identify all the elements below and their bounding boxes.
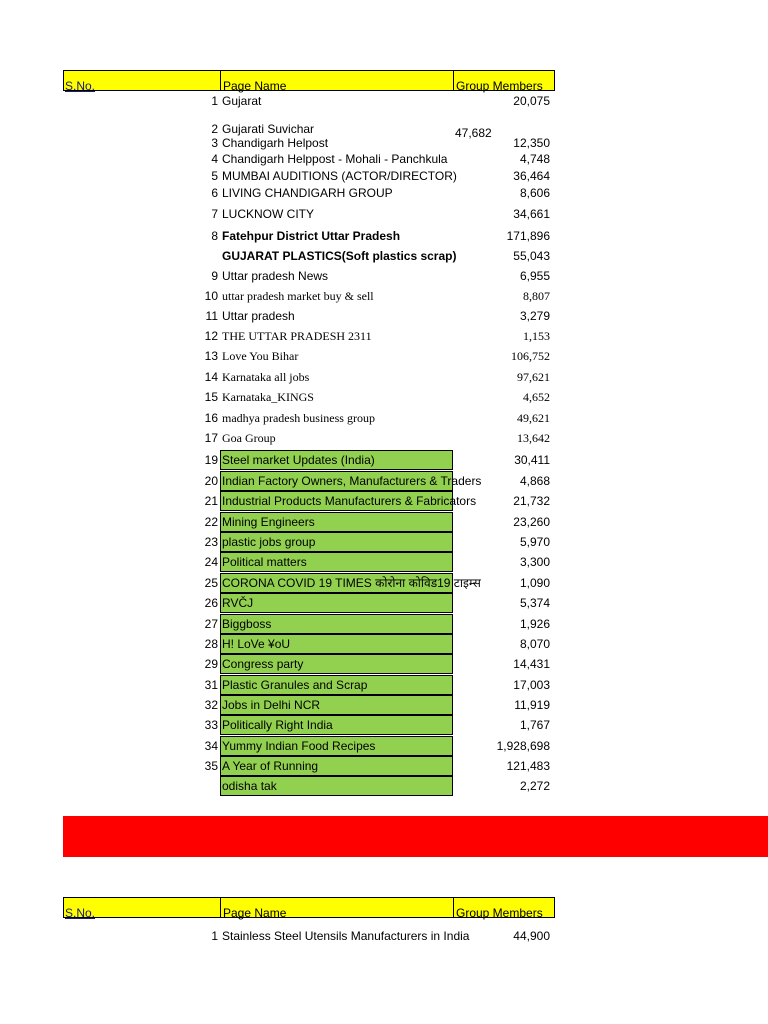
header-divider [453, 898, 454, 917]
page-name-cell: A Year of Running [222, 759, 319, 773]
page-name-cell: Jobs in Delhi NCR [222, 698, 321, 712]
row-number: 20 [204, 474, 218, 488]
page-name-cell: Karnataka all jobs [222, 370, 310, 384]
header-divider [453, 71, 454, 90]
page-name-cell: odisha tak [222, 779, 277, 793]
table-row [0, 573, 768, 591]
page-name-cell: Goa Group [222, 431, 276, 445]
table-row [0, 634, 768, 652]
table-row [0, 776, 768, 794]
header-divider [220, 898, 221, 917]
page-name-cell: Yummy Indian Food Recipes [222, 739, 376, 753]
header-page-name: Page Name [223, 906, 287, 920]
group-members-cell: 3,300 [519, 555, 550, 569]
row-number: 1 [211, 929, 218, 943]
group-members-cell: 1,090 [519, 576, 550, 590]
row-number: 14 [204, 370, 218, 384]
row-number: 12 [204, 329, 218, 343]
header-group-members: Group Members [456, 79, 543, 93]
group-members-cell: 8,070 [519, 637, 550, 651]
table-row [0, 532, 768, 550]
table-row [0, 204, 768, 222]
page-name-cell: uttar pradesh market buy & sell [222, 289, 374, 303]
group-members-cell: 8,606 [519, 186, 550, 200]
group-members-cell: 121,483 [506, 759, 550, 773]
row-number: 10 [204, 289, 218, 303]
table2-header [63, 897, 555, 918]
row-number: 21 [204, 494, 218, 508]
page-name-cell: H! LoVe ¥oU [222, 637, 291, 651]
group-members-cell: 2,272 [519, 779, 550, 793]
row-number: 13 [204, 349, 218, 363]
group-members-cell: 1,767 [519, 718, 550, 732]
header-divider [220, 71, 221, 90]
row-number: 6 [211, 186, 218, 200]
page-name-cell: Gujarati Suvichar [222, 122, 315, 136]
table-row [0, 654, 768, 672]
group-members-cell: 5,970 [519, 535, 550, 549]
table-row [0, 471, 768, 489]
page-name-cell: CORONA COVID 19 TIMES कोरोना कोविड19 टाइम्स [222, 576, 481, 590]
group-members-cell: 17,003 [513, 678, 550, 692]
table-row [0, 387, 768, 405]
page-name-cell: Steel market Updates (India) [222, 453, 375, 467]
table-row [0, 306, 768, 324]
page-name-cell: RVČJ [222, 596, 254, 610]
row-number: 3 [211, 136, 218, 150]
page-name-cell: Biggboss [222, 617, 272, 631]
page-name-cell: Chandigarh Helppost - Mohali - Panchkula [222, 152, 448, 166]
row-number: 31 [204, 678, 218, 692]
page-name-cell: MUMBAI AUDITIONS (ACTOR/DIRECTOR) [222, 169, 457, 183]
row-number: 5 [211, 169, 218, 183]
table-row [0, 593, 768, 611]
table-row [0, 428, 768, 446]
group-members-cell: 5,374 [519, 596, 550, 610]
table-row [0, 715, 768, 733]
table-row [0, 614, 768, 632]
row-number: 22 [204, 515, 218, 529]
red-separator-bar [63, 816, 768, 857]
row-number: 29 [204, 657, 218, 671]
group-members-cell: 8,807 [523, 289, 550, 303]
group-members-cell: 4,868 [519, 474, 550, 488]
table-row [0, 926, 768, 944]
header-group-members: Group Members [456, 906, 543, 920]
table1-header [63, 70, 555, 91]
group-members-cell: 4,748 [519, 152, 550, 166]
group-members-cell: 3,279 [519, 309, 550, 323]
page-name-cell: Plastic Granules and Scrap [222, 678, 368, 692]
group-members-cell: 97,621 [517, 370, 550, 384]
row-number: 19 [204, 453, 218, 467]
row-number: 11 [205, 309, 218, 323]
row-number: 26 [204, 596, 218, 610]
table-row [0, 408, 768, 426]
table-row [0, 149, 768, 167]
group-members-cell: 11,919 [514, 698, 550, 712]
row-number: 15 [204, 390, 218, 404]
row-number: 28 [204, 637, 218, 651]
table-row [0, 266, 768, 284]
page-name-cell: Congress party [222, 657, 304, 671]
page-name-cell: GUJARAT PLASTICS(Soft plastics scrap) [222, 249, 457, 263]
page-name-cell: Fatehpur District Uttar Pradesh [222, 229, 401, 243]
row-number: 27 [204, 617, 218, 631]
row-number: 7 [211, 207, 218, 221]
row-number: 1 [211, 94, 218, 108]
table-row [0, 367, 768, 385]
group-members-cell: 36,464 [513, 169, 550, 183]
page-name-cell: Stainless Steel Utensils Manufacturers in India [222, 929, 470, 943]
table-row [0, 491, 768, 509]
group-members-cell: 106,752 [511, 349, 550, 363]
table-row [0, 91, 768, 109]
row-number: 23 [204, 535, 218, 549]
table-row [0, 756, 768, 774]
row-number: 32 [204, 698, 218, 712]
row-number: 9 [211, 269, 218, 283]
group-members-cell: 21,732 [513, 494, 550, 508]
group-members-cell: 49,621 [517, 411, 550, 425]
header-page-name: Page Name [223, 79, 287, 93]
group-members-cell: 30,411 [514, 453, 550, 467]
table-row [0, 552, 768, 570]
row-number: 17 [204, 431, 218, 445]
group-members-cell: 1,153 [523, 329, 550, 343]
table-row [0, 226, 768, 244]
page-name-cell: Industrial Products Manufacturers & Fabricators [222, 494, 477, 508]
table-row [0, 166, 768, 184]
row-number: 2 [211, 122, 218, 136]
page-name-cell: LIVING CHANDIGARH GROUP [222, 186, 393, 200]
page-name-cell: Karnataka_KINGS [222, 390, 314, 404]
group-members-cell: 171,896 [506, 229, 550, 243]
table-row [0, 183, 768, 201]
table-row [0, 675, 768, 693]
page-name-cell: Uttar pradesh News [222, 269, 329, 283]
group-members-cell: 1,928,698 [496, 739, 550, 753]
page-name-cell: Political matters [222, 555, 307, 569]
page-name-cell: Uttar pradesh [222, 309, 295, 323]
group-members-cell: 20,075 [513, 94, 550, 108]
table-row [0, 736, 768, 754]
group-members-cell: 6,955 [519, 269, 550, 283]
page-name-cell: Indian Factory Owners, Manufacturers & Traders [222, 474, 482, 488]
group-members-cell: 12,350 [513, 136, 550, 150]
table-row [0, 286, 768, 304]
page-name-cell: madhya pradesh business group [222, 411, 375, 425]
page-name-cell: Chandigarh Helpost [222, 136, 329, 150]
group-members-cell: 13,642 [517, 431, 550, 445]
row-number: 35 [204, 759, 218, 773]
page-name-cell: THE UTTAR PRADESH 2311 [222, 329, 372, 343]
stray-value: 47,682 [455, 126, 492, 140]
page-name-cell: plastic jobs group [222, 535, 316, 549]
group-members-cell: 44,900 [513, 929, 550, 943]
row-number: 34 [204, 739, 218, 753]
table-row [0, 695, 768, 713]
page-name-cell: Love You Bihar [222, 349, 299, 363]
table-row [0, 246, 768, 264]
header-sno[interactable]: S.No. [65, 79, 96, 93]
group-members-cell: 55,043 [513, 249, 550, 263]
table-row [0, 450, 768, 468]
header-sno[interactable]: S.No. [65, 906, 96, 920]
table-row [0, 346, 768, 364]
table-row [0, 512, 768, 530]
row-number: 4 [211, 152, 218, 166]
row-number: 16 [204, 411, 218, 425]
group-members-cell: 1,926 [519, 617, 550, 631]
group-members-cell: 14,431 [513, 657, 550, 671]
group-members-cell: 4,652 [523, 390, 550, 404]
page-name-cell: Politically Right India [222, 718, 333, 732]
page-name-cell: Mining Engineers [222, 515, 315, 529]
row-number: 33 [204, 718, 218, 732]
row-number: 25 [204, 576, 218, 590]
table-row [0, 326, 768, 344]
row-number: 24 [204, 555, 218, 569]
group-members-cell: 23,260 [513, 515, 550, 529]
page-name-cell: Gujarat [222, 94, 262, 108]
group-members-cell: 34,661 [513, 207, 550, 221]
page-name-cell: LUCKNOW CITY [222, 207, 315, 221]
row-number: 8 [211, 229, 218, 243]
